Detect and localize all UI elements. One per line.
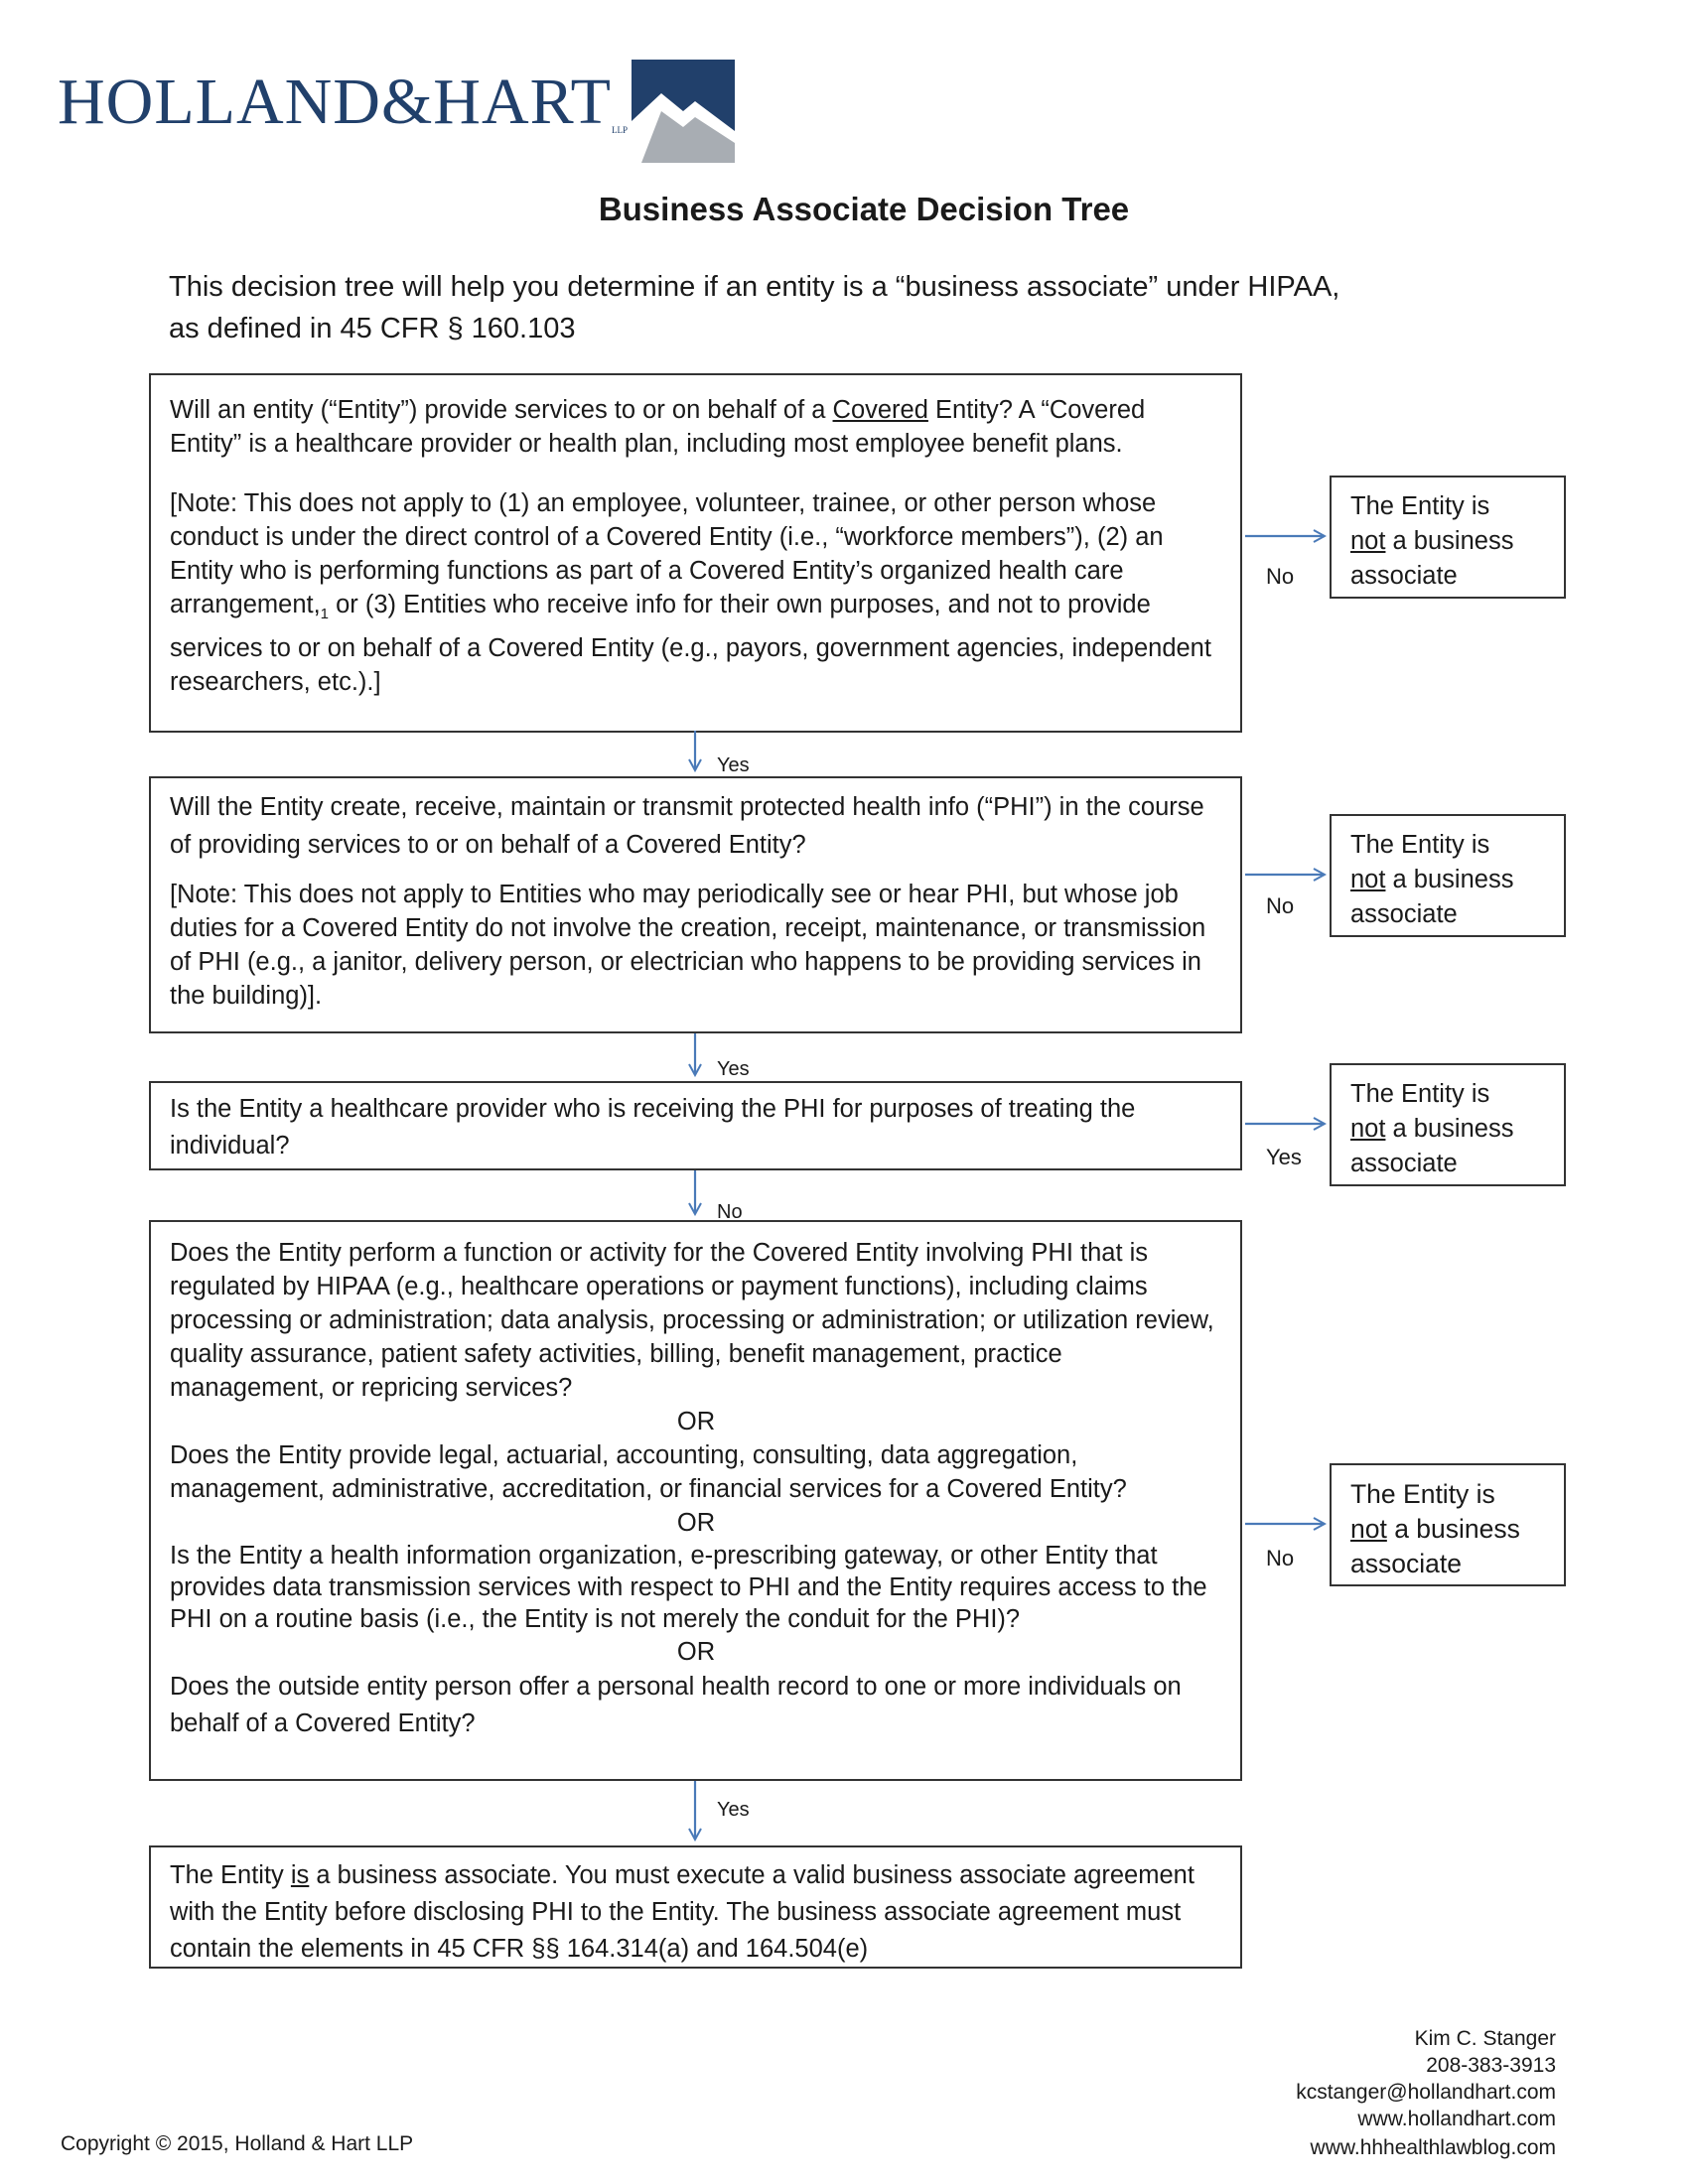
result-line: The Entity is	[1350, 1479, 1495, 1509]
question-2-note: [Note: This does not apply to Entities who may periodically see or hear PHI, but whose job duties for a Covered Entity do not involve the creation, receipt, maintenance, or transmission of PHI (e.g., a janitor, delivery person, or electrician who happens to be providing services in the building)].	[170, 881, 1206, 1010]
logo-llp: LLP	[611, 125, 628, 135]
result-line: The Entity is	[1350, 492, 1490, 520]
question-1-note: [Note: This does not apply to (1) an employee, volunteer, trainee, or other person whose conduct is under the direct control of a Covered Entity (i.e., “workforce members”), (2) an Entity who is performing functions as part of a Covered Entity’s organized health care $arrangement,_1$ or (3) Entities who receive info for their own purposes, and not to provide services to or on behalf of a Covered Entity (e.g., payors, government agencies, independent researchers, etc.).]	[170, 489, 1211, 697]
not-underlined: not	[1350, 1115, 1386, 1143]
footnote-marker: 1	[320, 606, 330, 623]
question-4-part-2: Does the Entity provide legal, actuarial, accounting, consulting, data aggregation, management, administrative, accreditation, or financial services for a Covered Entity?	[170, 1441, 1127, 1503]
question-4-part-4: Does the outside entity person offer a personal health record to one or more individuals on behalf of a Covered Entity?	[170, 1673, 1182, 1737]
contact-email[interactable]: kcstanger@hollandhart.com	[1296, 2081, 1556, 2104]
not-underlined: not	[1350, 1514, 1387, 1544]
label-no-4: No	[1266, 1546, 1295, 1570]
result-line: not a business associate	[1350, 527, 1514, 590]
intro-text: This decision tree will help you determine if an entity is a “business associate” under HIPAA, as defined in 45 CFR § 160.103	[169, 271, 1340, 344]
logo-text: HOLLAND&HART	[58, 66, 612, 138]
result-line: not a business associate	[1350, 866, 1514, 928]
or-separator-3: OR	[676, 1638, 716, 1666]
not-underlined: not	[1350, 866, 1386, 893]
label-no-3: No	[717, 1201, 743, 1223]
question-4-part-3: Is the Entity a health information organization, e-prescribing gateway, or other Entity that provides data transmission services with respect to PHI and the Entity requires access to the PHI on a routine basis (i.e., the Entity is not merely the conduit for the PHI)?	[170, 1542, 1207, 1633]
label-no-2: No	[1266, 893, 1295, 918]
covered-underlined: Covered	[832, 396, 928, 424]
copyright-text: Copyright © 2015, Holland & Hart LLP	[61, 2132, 414, 2155]
label-yes-1: Yes	[717, 754, 750, 776]
page-title: Business Associate Decision Tree	[598, 191, 1130, 227]
result-line: The Entity is	[1350, 1080, 1490, 1108]
not-underlined: not	[1350, 527, 1386, 555]
label-no-1: No	[1266, 564, 1295, 589]
result-line: not a business associate	[1350, 1115, 1514, 1177]
or-separator-2: OR	[676, 1509, 716, 1537]
contact-block	[1296, 2025, 1556, 2161]
result-line: The Entity is	[1350, 831, 1490, 859]
question-4-part-1: Does the Entity perform a function or activity for the Covered Entity involving PHI that is regulated by HIPAA (e.g., healthcare operations or payment functions), including claims processing or administration; data analysis, processing or administration; or utilization review, quality assurance, patient safety activities, billing, benefit management, practice management, or repricing services?	[170, 1239, 1214, 1402]
contact-website-2[interactable]: www.hhhealthlawblog.com	[1310, 2136, 1556, 2159]
contact-phone: 208-383-3913	[1426, 2054, 1556, 2077]
label-yes-3: Yes	[1266, 1145, 1302, 1169]
question-2-text: Will the Entity create, receive, maintain or transmit protected health info (“PHI”) in the course of providing services to or on behalf of a Covered Entity?	[170, 793, 1204, 859]
or-separator-1: OR	[676, 1408, 716, 1435]
label-yes-2: Yes	[717, 1058, 750, 1080]
question-3-text: Is the Entity a healthcare provider who is receiving the PHI for purposes of treating the individual?	[170, 1095, 1136, 1160]
contact-name: Kim C. Stanger	[1414, 2027, 1556, 2050]
result-line: not a business associate	[1350, 1514, 1520, 1578]
question-1-text: Will an entity (“Entity”) provide services to or on behalf of a Covered Entity? A “Covered Entity” is a healthcare provider or health plan, including most employee benefit plans.	[170, 396, 1146, 458]
is-underlined: is	[290, 1861, 310, 1889]
contact-website-1[interactable]: www.hollandhart.com	[1357, 2108, 1556, 2130]
final-result-text: The Entity is a business associate. You must execute a valid business associate agreement with the Entity before disclosing PHI to the Entity. The business associate agreement must contain the elements in 45 CFR §§ 164.314(a) and 164.504(e)	[170, 1861, 1195, 1963]
label-yes-4: Yes	[717, 1799, 750, 1821]
